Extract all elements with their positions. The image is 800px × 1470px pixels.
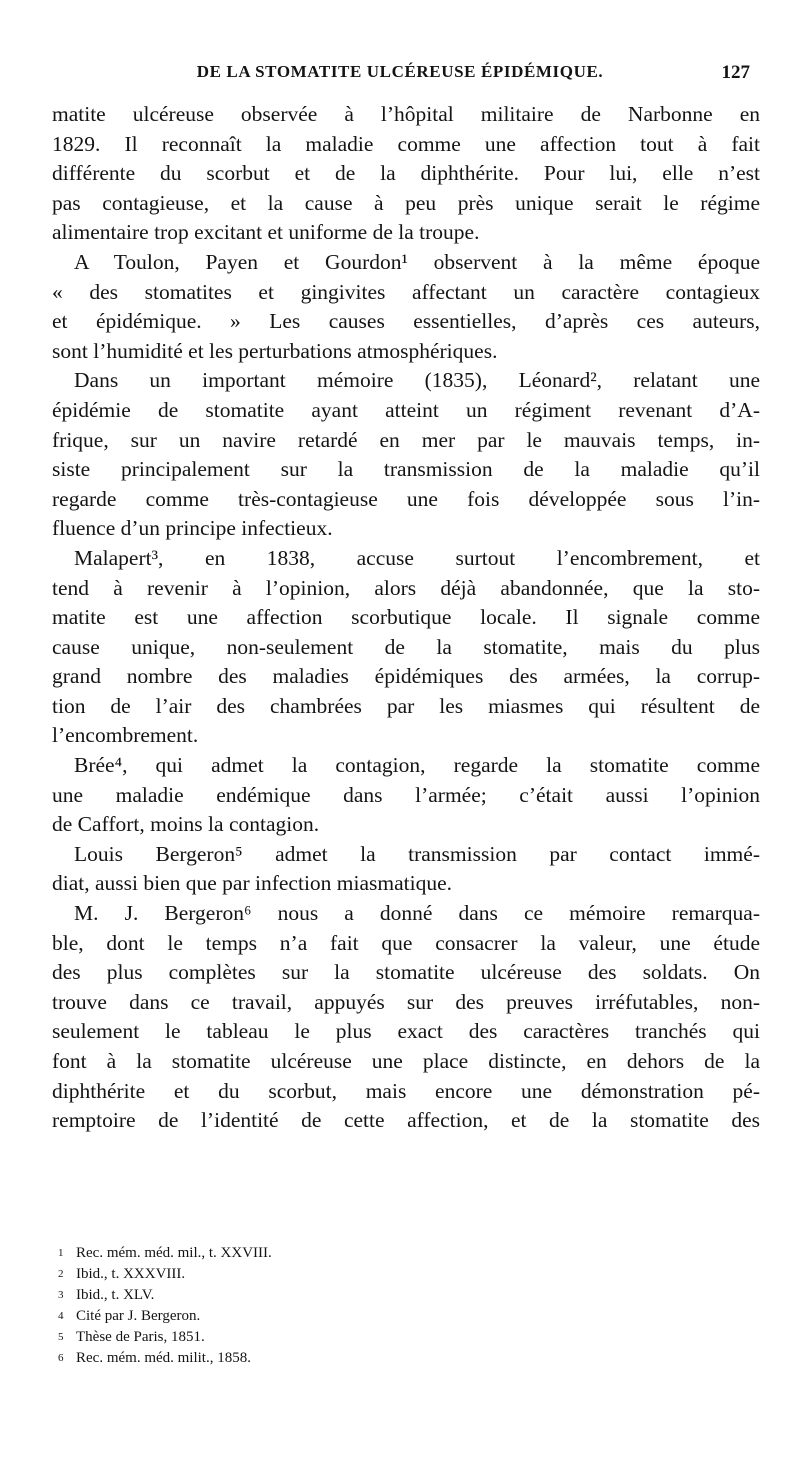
text-line: « des stomatites et gingivites affectant un caractère contagieux — [52, 279, 760, 304]
text-line: frique, sur un navire retardé en mer par le mauvais temps, in- — [52, 427, 760, 452]
text-line: 1829. Il reconnaît la maladie comme une affection tout à fait — [52, 131, 760, 156]
text-line: matite ulcéreuse observée à l’hôpital militaire de Narbonne en — [52, 102, 760, 126]
running-head — [40, 62, 760, 92]
running-title: DE LA STOMATITE ULCÉREUSE ÉPIDÉMIQUE. — [196, 62, 604, 81]
text-line: font à la stomatite ulcéreuse une place distincte, en dehors de la — [52, 1049, 760, 1073]
text-line: ble, dont le temps n’a fait que consacrer la valeur, une étude — [52, 930, 760, 955]
footnote — [58, 1285, 478, 1306]
text-line: de Caffort, moins la contagion. — [52, 812, 320, 837]
text-line: seulement le tableau le plus exact des caractères tranchés qui — [52, 1019, 760, 1044]
footnote — [58, 1264, 478, 1285]
text-line: des plus complètes sur la stomatite ulcéreuse des soldats. On — [52, 960, 760, 985]
text-line: fluence d’un principe infectieux. — [52, 516, 333, 541]
text-line: diat, aussi bien que par infection miasmatique. — [52, 871, 453, 896]
text-line: tion de l’air des chambrées par les miasmes qui résultent de — [52, 693, 760, 718]
footnote-number: 3 — [58, 1289, 64, 1301]
text-line: pas contagieuse, et la cause à peu près unique serait le régime — [52, 190, 760, 215]
footnote-text: Thèse de Paris, 1851. — [76, 1329, 205, 1345]
text-line: matite est une affection scorbutique locale. Il signale comme — [52, 605, 760, 630]
text-line: siste principalement sur la transmission de la maladie qu’il — [52, 457, 760, 482]
text-line: épidémie de stomatite ayant atteint un régiment revenant d’A- — [52, 397, 760, 422]
footnote-text: Ibid., t. XXXVIII. — [76, 1266, 186, 1282]
footnote-text: Cité par J. Bergeron. — [76, 1308, 201, 1324]
text-line: sont l’humidité et les perturbations atmosphériques. — [52, 338, 498, 363]
footnote — [58, 1348, 478, 1369]
text-line: alimentaire trop excitant et uniforme de la troupe. — [52, 220, 480, 245]
text-line: une maladie endémique dans l’armée; c’était aussi l’opinion — [52, 782, 760, 807]
footnote-number: 6 — [58, 1352, 64, 1364]
text-line: Brée⁴, qui admet la contagion, regarde la stomatite comme — [74, 753, 760, 778]
text-line: Dans un important mémoire (1835), Léonard², relatant une — [74, 368, 760, 393]
body-text — [52, 100, 760, 1136]
text-line: tend à revenir à l’opinion, alors déjà abandonnée, que la sto- — [52, 575, 760, 600]
page-number: 127 — [721, 62, 750, 83]
text-line: trouve dans ce travail, appuyés sur des preuves irréfutables, non- — [52, 989, 760, 1014]
text-line: différente du scorbut et de la diphthérite. Pour lui, elle n’est — [52, 161, 760, 186]
text-line: M. J. Bergeron⁶ nous a donné dans ce mémoire remarqua- — [74, 901, 760, 926]
text-line: remptoire de l’identité de cette affection, et de la stomatite des — [52, 1108, 760, 1133]
footnote-number: 4 — [58, 1310, 64, 1322]
footnote-number: 2 — [58, 1268, 64, 1280]
footnotes — [58, 1243, 478, 1369]
footnote-number: 5 — [58, 1331, 64, 1343]
text-line: l’encombrement. — [52, 723, 199, 748]
footnote-text: Ibid., t. XLV. — [76, 1287, 155, 1303]
text-line: et épidémique. » Les causes essentielles, d’après ces auteurs, — [52, 309, 760, 334]
footnote-text: Rec. mém. méd. milit., 1858. — [76, 1350, 251, 1366]
text-line: Louis Bergeron⁵ admet la transmission par contact immé- — [74, 841, 760, 866]
footnote — [58, 1327, 478, 1348]
footnote — [58, 1243, 478, 1264]
text-line: Malapert³, en 1838, accuse surtout l’encombrement, et — [74, 545, 760, 570]
text-line: regarde comme très-contagieuse une fois développée sous l’in- — [52, 486, 760, 511]
text-line: diphthérite et du scorbut, mais encore une démonstration pé- — [52, 1078, 760, 1103]
footnote-text: Rec. mém. méd. mil., t. XXVIII. — [76, 1245, 272, 1261]
footnote-number: 1 — [58, 1247, 64, 1259]
text-line: grand nombre des maladies épidémiques des armées, la corrup- — [52, 664, 760, 689]
text-line: A Toulon, Payen et Gourdon¹ observent à la même époque — [74, 249, 760, 274]
footnote — [58, 1306, 478, 1327]
text-line: cause unique, non-seulement de la stomatite, mais du plus — [52, 634, 760, 659]
